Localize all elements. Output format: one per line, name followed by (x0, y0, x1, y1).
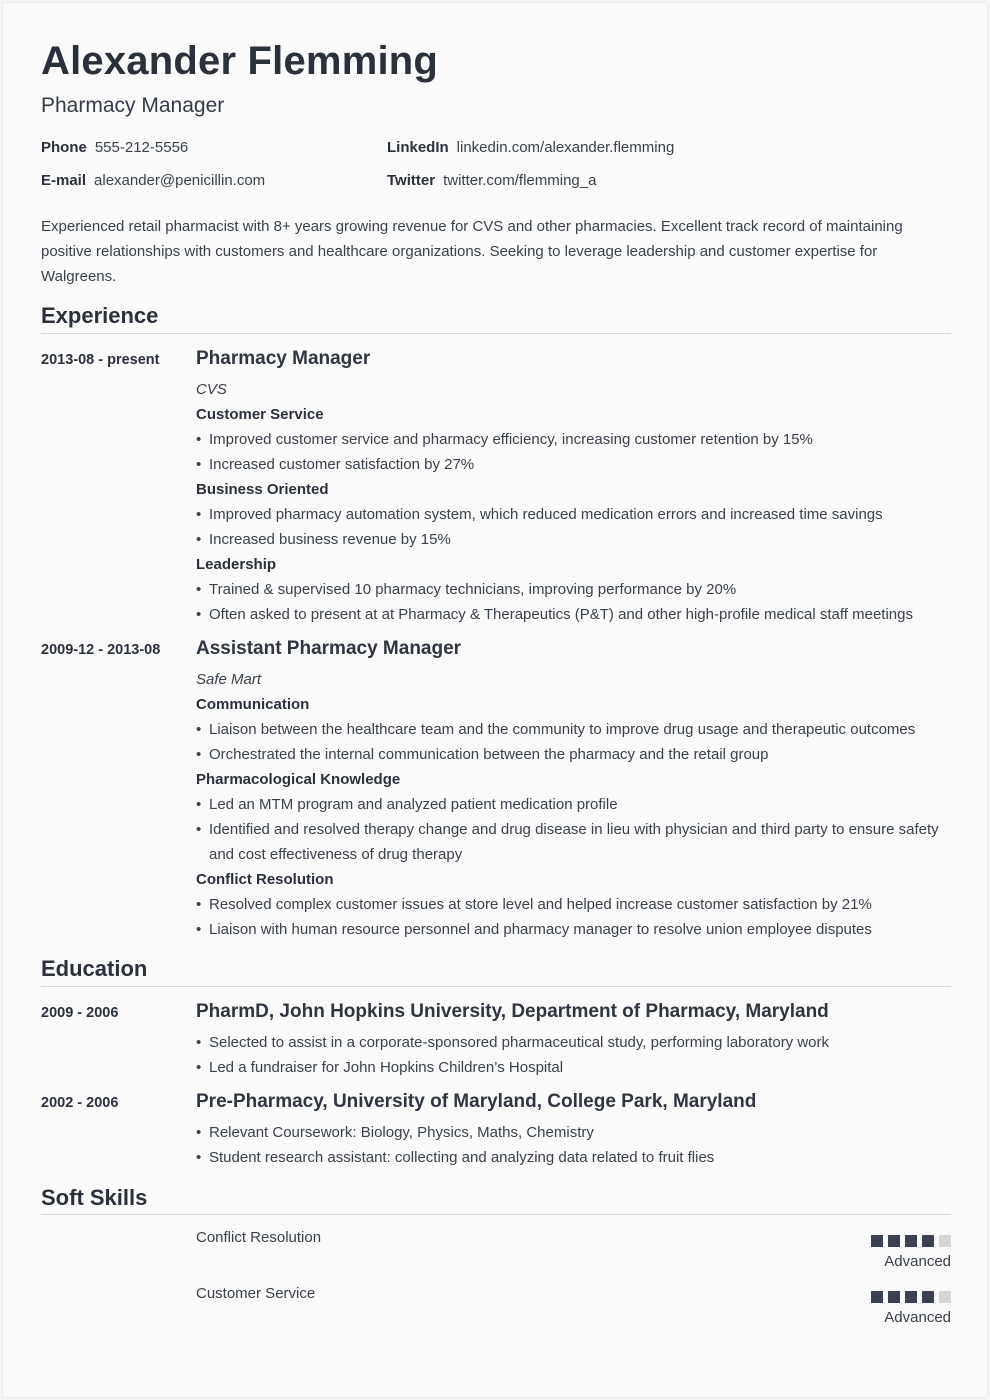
group-title: Leadership (196, 556, 277, 573)
bullet-item: • Often asked to present at at Pharmacy & Therapeutics (P&T) and other high-profile medical staff meetings (196, 602, 951, 627)
bullet-list (196, 427, 951, 477)
skills-heading: Soft Skills (41, 1185, 148, 1210)
education-divider (41, 986, 951, 987)
contact-phone (41, 139, 188, 156)
entry-date: 2009-12 - 2013-08 (41, 642, 161, 658)
group-title: Business Oriented (196, 481, 329, 498)
skill-rating (871, 1235, 951, 1247)
experience-divider (41, 333, 951, 334)
rating-square-filled (922, 1291, 934, 1303)
bullet-item: • Selected to assist in a corporate-sponsored pharmaceutical study, performing laboratory work (196, 1030, 951, 1055)
summary-paragraph: Experienced retail pharmacist with 8+ years growing revenue for CVS and other pharmacies. Excellent track record of maintaining positive relationships with customers and healthcare organizations. Seeking to leverage leadership and customer expertise for Walgreens. (41, 218, 903, 285)
skill-row (196, 1229, 951, 1279)
phone-value: 555-212-5556 (94, 139, 189, 156)
education-heading: Education (41, 956, 148, 981)
job-title: Assistant Pharmacy Manager (196, 638, 462, 659)
contact-email (41, 172, 265, 189)
bullet-list (196, 1030, 951, 1080)
email-label: E-mail (41, 172, 87, 189)
rating-square-filled (905, 1235, 917, 1247)
degree-title: PharmD, John Hopkins University, Department of Pharmacy, Maryland (196, 1001, 829, 1022)
bullet-item: • Relevant Coursework: Biology, Physics, Maths, Chemistry (196, 1120, 951, 1145)
bullet-item: • Led a fundraiser for John Hopkins Children’s Hospital (196, 1055, 951, 1080)
group-title: Conflict Resolution (196, 871, 334, 888)
skills-divider (41, 1214, 951, 1215)
skill-name: Conflict Resolution (196, 1229, 322, 1246)
contact-twitter (387, 172, 596, 189)
twitter-value[interactable]: twitter.com/flemming_a (443, 172, 597, 189)
bullet-item: • Trained & supervised 10 pharmacy technicians, improving performance by 20% (196, 577, 951, 602)
resume-page (2, 2, 988, 1398)
rating-square-empty (939, 1291, 951, 1303)
group-title: Customer Service (196, 406, 324, 423)
entry-body (196, 1090, 951, 1170)
bullet-item: • Increased customer satisfaction by 27% (196, 452, 951, 477)
bullet-item: • Resolved complex customer issues at store level and helped increase customer satisfaction by 21% (196, 892, 951, 917)
skill-name: Customer Service (196, 1285, 316, 1302)
entry-date: 2013-08 - present (41, 352, 160, 368)
rating-square-filled (888, 1235, 900, 1247)
email-value[interactable]: alexander@penicillin.com (94, 172, 266, 189)
bullet-item: • Liaison with human resource personnel and pharmacy manager to resolve union employee disputes (196, 917, 951, 942)
linkedin-value[interactable]: linkedin.com/alexander.flemming (456, 139, 675, 156)
rating-square-filled (922, 1235, 934, 1247)
phone-label: Phone (41, 139, 87, 156)
entry-body (196, 637, 951, 942)
bullet-list (196, 892, 951, 942)
job-title: Pharmacy Manager (196, 348, 371, 369)
group-title: Pharmacological Knowledge (196, 771, 401, 788)
rating-square-filled (871, 1291, 883, 1303)
entry-body (196, 347, 951, 627)
bullet-list (196, 717, 951, 767)
entry-body (196, 1000, 951, 1080)
bullet-item: • Led an MTM program and analyzed patient medication profile (196, 792, 951, 817)
entry-date: 2009 - 2006 (41, 1005, 119, 1021)
bullet-list (196, 792, 951, 867)
bullet-item: • Identified and resolved therapy change and drug disease in lieu with physician and third party to ensure safety and cost effectiveness of drug therapy (196, 817, 951, 867)
candidate-name: Alexander Flemming (41, 39, 439, 83)
entry-date: 2002 - 2006 (41, 1095, 119, 1111)
experience-heading: Experience (41, 303, 159, 328)
rating-square-filled (888, 1291, 900, 1303)
linkedin-label: LinkedIn (387, 139, 449, 156)
skill-rating (871, 1291, 951, 1303)
rating-square-empty (939, 1235, 951, 1247)
bullet-list (196, 1120, 951, 1170)
bullet-item: • Liaison between the healthcare team and the community to improve drug usage and therapeutic outcomes (196, 717, 951, 742)
candidate-role: Pharmacy Manager (41, 94, 225, 117)
bullet-list (196, 577, 951, 627)
skill-row (196, 1285, 951, 1335)
bullet-item: • Student research assistant: collecting and analyzing data related to fruit flies (196, 1145, 951, 1170)
bullet-list (196, 502, 951, 552)
bullet-item: • Orchestrated the internal communication between the pharmacy and the retail group (196, 742, 951, 767)
company-name: Safe Mart (196, 671, 262, 688)
company-name: CVS (196, 381, 227, 398)
bullet-item: • Increased business revenue by 15% (196, 527, 951, 552)
rating-square-filled (871, 1235, 883, 1247)
bullet-item: • Improved customer service and pharmacy efficiency, increasing customer retention by 15% (196, 427, 951, 452)
bullet-item: • Improved pharmacy automation system, which reduced medication errors and increased time savings (196, 502, 951, 527)
degree-title: Pre-Pharmacy, University of Maryland, College Park, Maryland (196, 1091, 757, 1112)
group-title: Communication (196, 696, 310, 713)
skill-level: Advanced (884, 1309, 951, 1326)
contact-linkedin (387, 139, 674, 156)
twitter-label: Twitter (387, 172, 436, 189)
rating-square-filled (905, 1291, 917, 1303)
skill-level: Advanced (884, 1253, 951, 1270)
